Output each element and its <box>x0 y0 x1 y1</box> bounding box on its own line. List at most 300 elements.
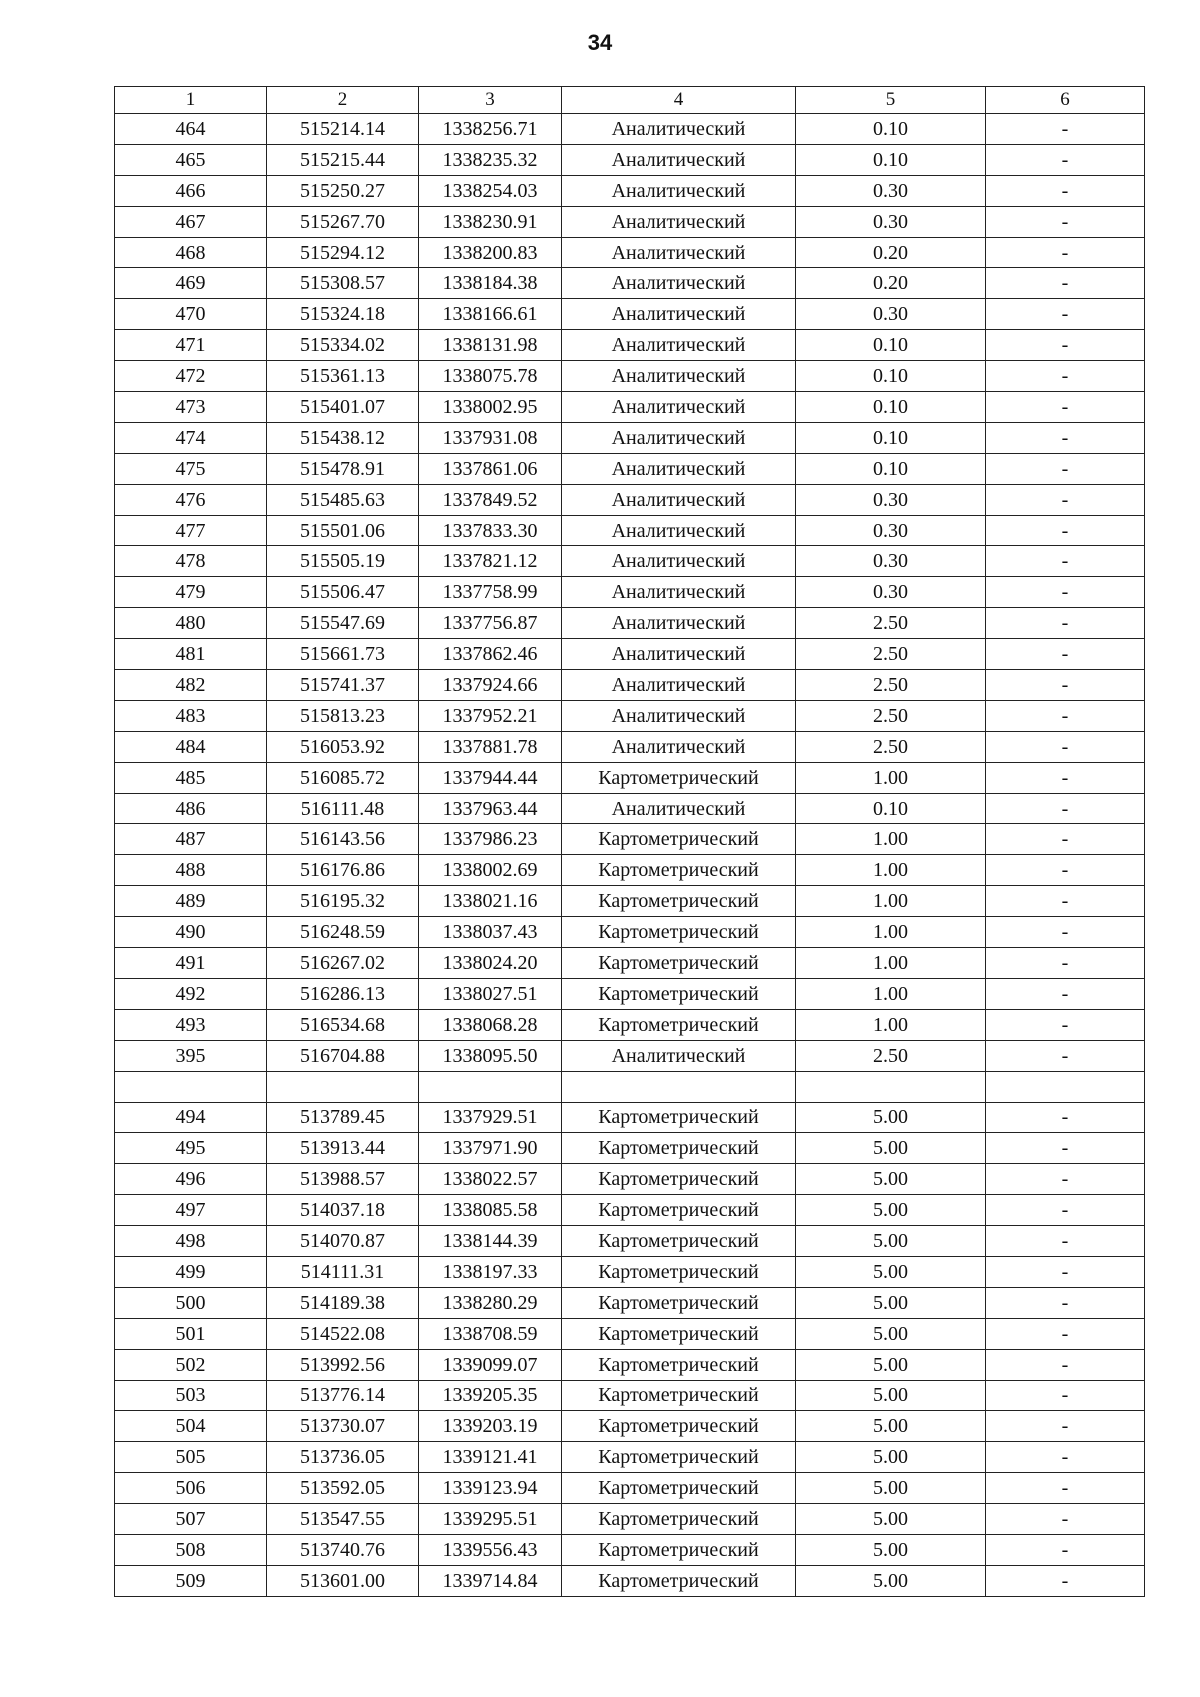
method-cell: Аналитический <box>562 206 796 237</box>
method-cell: Картометрический <box>562 978 796 1009</box>
method-cell: Аналитический <box>562 237 796 268</box>
y-coordinate-cell: 1339121.41 <box>419 1442 562 1473</box>
accuracy-cell: 5.00 <box>796 1473 986 1504</box>
table-row <box>115 1256 1145 1287</box>
accuracy-cell: 2.50 <box>796 670 986 701</box>
method-cell: Картометрический <box>562 1442 796 1473</box>
method-cell <box>562 1071 796 1102</box>
x-coordinate-cell: 515485.63 <box>267 484 419 515</box>
accuracy-cell: 5.00 <box>796 1256 986 1287</box>
header-cell-4: 4 <box>562 87 796 114</box>
table-row <box>115 762 1145 793</box>
x-coordinate-cell: 515215.44 <box>267 144 419 175</box>
table-row <box>115 1102 1145 1133</box>
method-cell: Аналитический <box>562 700 796 731</box>
accuracy-cell: 0.10 <box>796 330 986 361</box>
point-number-cell: 499 <box>115 1256 267 1287</box>
y-coordinate-cell: 1337971.90 <box>419 1133 562 1164</box>
table-row <box>115 577 1145 608</box>
point-number-cell: 509 <box>115 1565 267 1596</box>
point-number-cell: 465 <box>115 144 267 175</box>
x-coordinate-cell: 515308.57 <box>267 268 419 299</box>
accuracy-cell: 2.50 <box>796 731 986 762</box>
accuracy-cell: 5.00 <box>796 1133 986 1164</box>
x-coordinate-cell: 513730.07 <box>267 1411 419 1442</box>
method-cell: Картометрический <box>562 1318 796 1349</box>
note-cell: - <box>986 1133 1145 1164</box>
method-cell: Картометрический <box>562 1226 796 1257</box>
accuracy-cell: 1.00 <box>796 917 986 948</box>
y-coordinate-cell: 1338197.33 <box>419 1256 562 1287</box>
y-coordinate-cell: 1338235.32 <box>419 144 562 175</box>
method-cell: Картометрический <box>562 886 796 917</box>
method-cell: Картометрический <box>562 1380 796 1411</box>
table-row <box>115 1380 1145 1411</box>
x-coordinate-cell: 515294.12 <box>267 237 419 268</box>
accuracy-cell: 5.00 <box>796 1102 986 1133</box>
note-cell: - <box>986 886 1145 917</box>
method-cell: Картометрический <box>562 948 796 979</box>
table-row <box>115 330 1145 361</box>
point-number-cell: 491 <box>115 948 267 979</box>
x-coordinate-cell: 513992.56 <box>267 1349 419 1380</box>
x-coordinate-cell: 516111.48 <box>267 793 419 824</box>
header-cell-2: 2 <box>267 87 419 114</box>
point-number-cell: 477 <box>115 515 267 546</box>
y-coordinate-cell: 1339556.43 <box>419 1534 562 1565</box>
point-number-cell <box>115 1071 267 1102</box>
accuracy-cell: 1.00 <box>796 855 986 886</box>
x-coordinate-cell: 513913.44 <box>267 1133 419 1164</box>
method-cell: Аналитический <box>562 299 796 330</box>
accuracy-cell: 0.10 <box>796 453 986 484</box>
y-coordinate-cell: 1338230.91 <box>419 206 562 237</box>
x-coordinate-cell: 516286.13 <box>267 978 419 1009</box>
table-row <box>115 1287 1145 1318</box>
method-cell: Картометрический <box>562 824 796 855</box>
point-number-cell: 506 <box>115 1473 267 1504</box>
point-number-cell: 488 <box>115 855 267 886</box>
table-row <box>115 268 1145 299</box>
x-coordinate-cell: 515438.12 <box>267 422 419 453</box>
accuracy-cell: 0.10 <box>796 422 986 453</box>
table-row <box>115 1071 1145 1102</box>
y-coordinate-cell: 1337924.66 <box>419 670 562 701</box>
note-cell: - <box>986 453 1145 484</box>
y-coordinate-cell: 1338280.29 <box>419 1287 562 1318</box>
note-cell: - <box>986 237 1145 268</box>
accuracy-cell: 0.30 <box>796 577 986 608</box>
method-cell: Аналитический <box>562 515 796 546</box>
y-coordinate-cell: 1339099.07 <box>419 1349 562 1380</box>
note-cell: - <box>986 1256 1145 1287</box>
accuracy-cell: 0.10 <box>796 114 986 145</box>
table-row <box>115 237 1145 268</box>
x-coordinate-cell: 513547.55 <box>267 1504 419 1535</box>
method-cell: Картометрический <box>562 1534 796 1565</box>
note-cell: - <box>986 1442 1145 1473</box>
accuracy-cell <box>796 1071 986 1102</box>
note-cell: - <box>986 700 1145 731</box>
table-row <box>115 299 1145 330</box>
accuracy-cell: 0.10 <box>796 392 986 423</box>
point-number-cell: 471 <box>115 330 267 361</box>
method-cell: Аналитический <box>562 670 796 701</box>
note-cell: - <box>986 1287 1145 1318</box>
method-cell: Картометрический <box>562 1195 796 1226</box>
table-row <box>115 114 1145 145</box>
accuracy-cell: 5.00 <box>796 1411 986 1442</box>
y-coordinate-cell: 1337931.08 <box>419 422 562 453</box>
accuracy-cell: 0.30 <box>796 484 986 515</box>
point-number-cell: 472 <box>115 361 267 392</box>
table-row <box>115 1411 1145 1442</box>
method-cell: Аналитический <box>562 330 796 361</box>
table-row <box>115 700 1145 731</box>
note-cell: - <box>986 731 1145 762</box>
y-coordinate-cell: 1339203.19 <box>419 1411 562 1442</box>
x-coordinate-cell: 514522.08 <box>267 1318 419 1349</box>
y-coordinate-cell: 1337862.46 <box>419 639 562 670</box>
y-coordinate-cell: 1338075.78 <box>419 361 562 392</box>
point-number-cell: 475 <box>115 453 267 484</box>
note-cell: - <box>986 361 1145 392</box>
accuracy-cell: 2.50 <box>796 1040 986 1071</box>
table-row <box>115 1534 1145 1565</box>
note-cell: - <box>986 484 1145 515</box>
note-cell: - <box>986 422 1145 453</box>
point-number-cell: 482 <box>115 670 267 701</box>
method-cell: Картометрический <box>562 1411 796 1442</box>
note-cell: - <box>986 608 1145 639</box>
method-cell: Картометрический <box>562 1473 796 1504</box>
y-coordinate-cell: 1339714.84 <box>419 1565 562 1596</box>
table-row <box>115 1195 1145 1226</box>
y-coordinate-cell: 1338022.57 <box>419 1164 562 1195</box>
accuracy-cell: 2.50 <box>796 700 986 731</box>
y-coordinate-cell: 1337756.87 <box>419 608 562 639</box>
point-number-cell: 500 <box>115 1287 267 1318</box>
x-coordinate-cell: 516248.59 <box>267 917 419 948</box>
point-number-cell: 503 <box>115 1380 267 1411</box>
table-row <box>115 886 1145 917</box>
note-cell: - <box>986 670 1145 701</box>
x-coordinate-cell: 515361.13 <box>267 361 419 392</box>
method-cell: Картометрический <box>562 1133 796 1164</box>
y-coordinate-cell: 1338002.95 <box>419 392 562 423</box>
table-row <box>115 639 1145 670</box>
method-cell: Аналитический <box>562 484 796 515</box>
method-cell: Аналитический <box>562 1040 796 1071</box>
header-cell-6: 6 <box>986 87 1145 114</box>
accuracy-cell: 5.00 <box>796 1318 986 1349</box>
y-coordinate-cell: 1339123.94 <box>419 1473 562 1504</box>
table-row <box>115 144 1145 175</box>
accuracy-cell: 1.00 <box>796 762 986 793</box>
note-cell: - <box>986 1411 1145 1442</box>
x-coordinate-cell: 516534.68 <box>267 1009 419 1040</box>
point-number-cell: 496 <box>115 1164 267 1195</box>
y-coordinate-cell: 1339295.51 <box>419 1504 562 1535</box>
note-cell: - <box>986 1195 1145 1226</box>
x-coordinate-cell: 516704.88 <box>267 1040 419 1071</box>
x-coordinate-cell: 513988.57 <box>267 1164 419 1195</box>
y-coordinate-cell: 1337986.23 <box>419 824 562 855</box>
table-row <box>115 1349 1145 1380</box>
point-number-cell: 464 <box>115 114 267 145</box>
x-coordinate-cell: 516053.92 <box>267 731 419 762</box>
note-cell: - <box>986 639 1145 670</box>
y-coordinate-cell: 1338708.59 <box>419 1318 562 1349</box>
method-cell: Аналитический <box>562 608 796 639</box>
x-coordinate-cell: 513776.14 <box>267 1380 419 1411</box>
x-coordinate-cell: 513592.05 <box>267 1473 419 1504</box>
table-row <box>115 731 1145 762</box>
y-coordinate-cell: 1337952.21 <box>419 700 562 731</box>
note-cell: - <box>986 1349 1145 1380</box>
table-row <box>115 206 1145 237</box>
table-row <box>115 1473 1145 1504</box>
table-row <box>115 1318 1145 1349</box>
y-coordinate-cell: 1338027.51 <box>419 978 562 1009</box>
y-coordinate-cell: 1338200.83 <box>419 237 562 268</box>
point-number-cell: 468 <box>115 237 267 268</box>
method-cell: Аналитический <box>562 361 796 392</box>
x-coordinate-cell: 515324.18 <box>267 299 419 330</box>
point-number-cell: 483 <box>115 700 267 731</box>
table-row <box>115 175 1145 206</box>
table-row <box>115 978 1145 1009</box>
table-body <box>115 114 1145 1597</box>
x-coordinate-cell: 515813.23 <box>267 700 419 731</box>
point-number-cell: 467 <box>115 206 267 237</box>
note-cell: - <box>986 114 1145 145</box>
point-number-cell: 479 <box>115 577 267 608</box>
accuracy-cell: 1.00 <box>796 886 986 917</box>
point-number-cell: 493 <box>115 1009 267 1040</box>
method-cell: Картометрический <box>562 1102 796 1133</box>
header-cell-5: 5 <box>796 87 986 114</box>
accuracy-cell: 0.30 <box>796 175 986 206</box>
table-row <box>115 824 1145 855</box>
x-coordinate-cell: 515547.69 <box>267 608 419 639</box>
accuracy-cell: 5.00 <box>796 1380 986 1411</box>
note-cell <box>986 1071 1145 1102</box>
y-coordinate-cell: 1338131.98 <box>419 330 562 361</box>
method-cell: Аналитический <box>562 422 796 453</box>
point-number-cell: 508 <box>115 1534 267 1565</box>
x-coordinate-cell: 516176.86 <box>267 855 419 886</box>
x-coordinate-cell: 516195.32 <box>267 886 419 917</box>
table-row <box>115 361 1145 392</box>
table-row <box>115 392 1145 423</box>
y-coordinate-cell: 1337963.44 <box>419 793 562 824</box>
accuracy-cell: 0.10 <box>796 361 986 392</box>
point-number-cell: 505 <box>115 1442 267 1473</box>
method-cell: Аналитический <box>562 577 796 608</box>
table-row <box>115 670 1145 701</box>
method-cell: Картометрический <box>562 1164 796 1195</box>
note-cell: - <box>986 1534 1145 1565</box>
accuracy-cell: 5.00 <box>796 1226 986 1257</box>
point-number-cell: 498 <box>115 1226 267 1257</box>
y-coordinate-cell: 1338144.39 <box>419 1226 562 1257</box>
x-coordinate-cell: 515401.07 <box>267 392 419 423</box>
point-number-cell: 478 <box>115 546 267 577</box>
x-coordinate-cell: 515506.47 <box>267 577 419 608</box>
table-row <box>115 515 1145 546</box>
y-coordinate-cell: 1338256.71 <box>419 114 562 145</box>
y-coordinate-cell: 1338024.20 <box>419 948 562 979</box>
x-coordinate-cell: 513789.45 <box>267 1102 419 1133</box>
accuracy-cell: 0.20 <box>796 268 986 299</box>
point-number-cell: 490 <box>115 917 267 948</box>
y-coordinate-cell: 1338037.43 <box>419 917 562 948</box>
point-number-cell: 494 <box>115 1102 267 1133</box>
table-row <box>115 1164 1145 1195</box>
accuracy-cell: 0.30 <box>796 206 986 237</box>
table-row <box>115 1442 1145 1473</box>
x-coordinate-cell: 513736.05 <box>267 1442 419 1473</box>
method-cell: Аналитический <box>562 639 796 670</box>
note-cell: - <box>986 1473 1145 1504</box>
x-coordinate-cell: 516143.56 <box>267 824 419 855</box>
point-number-cell: 501 <box>115 1318 267 1349</box>
note-cell: - <box>986 1040 1145 1071</box>
accuracy-cell: 1.00 <box>796 824 986 855</box>
y-coordinate-cell: 1337849.52 <box>419 484 562 515</box>
table-row <box>115 453 1145 484</box>
note-cell: - <box>986 824 1145 855</box>
note-cell: - <box>986 175 1145 206</box>
accuracy-cell: 5.00 <box>796 1504 986 1535</box>
point-number-cell: 469 <box>115 268 267 299</box>
y-coordinate-cell <box>419 1071 562 1102</box>
accuracy-cell: 5.00 <box>796 1565 986 1596</box>
accuracy-cell: 1.00 <box>796 978 986 1009</box>
point-number-cell: 492 <box>115 978 267 1009</box>
x-coordinate-cell: 515250.27 <box>267 175 419 206</box>
note-cell: - <box>986 1565 1145 1596</box>
point-number-cell: 495 <box>115 1133 267 1164</box>
note-cell: - <box>986 1226 1145 1257</box>
accuracy-cell: 5.00 <box>796 1442 986 1473</box>
point-number-cell: 486 <box>115 793 267 824</box>
note-cell: - <box>986 1504 1145 1535</box>
y-coordinate-cell: 1338002.69 <box>419 855 562 886</box>
method-cell: Картометрический <box>562 1256 796 1287</box>
table-row <box>115 917 1145 948</box>
header-cell-1: 1 <box>115 87 267 114</box>
note-cell: - <box>986 299 1145 330</box>
method-cell: Аналитический <box>562 144 796 175</box>
table-row <box>115 1226 1145 1257</box>
method-cell: Аналитический <box>562 392 796 423</box>
accuracy-cell: 0.20 <box>796 237 986 268</box>
y-coordinate-cell: 1338095.50 <box>419 1040 562 1071</box>
method-cell: Картометрический <box>562 762 796 793</box>
point-number-cell: 473 <box>115 392 267 423</box>
point-number-cell: 474 <box>115 422 267 453</box>
accuracy-cell: 0.30 <box>796 546 986 577</box>
table-row <box>115 422 1145 453</box>
x-coordinate-cell: 514037.18 <box>267 1195 419 1226</box>
note-cell: - <box>986 1164 1145 1195</box>
y-coordinate-cell: 1338184.38 <box>419 268 562 299</box>
accuracy-cell: 1.00 <box>796 948 986 979</box>
point-number-cell: 466 <box>115 175 267 206</box>
note-cell: - <box>986 978 1145 1009</box>
note-cell: - <box>986 793 1145 824</box>
y-coordinate-cell: 1337861.06 <box>419 453 562 484</box>
x-coordinate-cell: 516085.72 <box>267 762 419 793</box>
point-number-cell: 481 <box>115 639 267 670</box>
y-coordinate-cell: 1338068.28 <box>419 1009 562 1040</box>
point-number-cell: 480 <box>115 608 267 639</box>
y-coordinate-cell: 1339205.35 <box>419 1380 562 1411</box>
note-cell: - <box>986 1318 1145 1349</box>
x-coordinate-cell: 513740.76 <box>267 1534 419 1565</box>
y-coordinate-cell: 1337758.99 <box>419 577 562 608</box>
method-cell: Аналитический <box>562 546 796 577</box>
table-row <box>115 546 1145 577</box>
x-coordinate-cell: 515501.06 <box>267 515 419 546</box>
x-coordinate-cell: 516267.02 <box>267 948 419 979</box>
method-cell: Аналитический <box>562 114 796 145</box>
point-number-cell: 489 <box>115 886 267 917</box>
y-coordinate-cell: 1338254.03 <box>419 175 562 206</box>
page-number: 34 <box>587 30 613 55</box>
x-coordinate-cell: 515505.19 <box>267 546 419 577</box>
note-cell: - <box>986 1380 1145 1411</box>
x-coordinate-cell: 514111.31 <box>267 1256 419 1287</box>
table-row <box>115 948 1145 979</box>
method-cell: Аналитический <box>562 793 796 824</box>
note-cell: - <box>986 546 1145 577</box>
note-cell: - <box>986 1102 1145 1133</box>
method-cell: Картометрический <box>562 917 796 948</box>
y-coordinate-cell: 1337929.51 <box>419 1102 562 1133</box>
note-cell: - <box>986 762 1145 793</box>
note-cell: - <box>986 330 1145 361</box>
x-coordinate-cell <box>267 1071 419 1102</box>
table-row <box>115 1040 1145 1071</box>
method-cell: Аналитический <box>562 453 796 484</box>
method-cell: Картометрический <box>562 1349 796 1380</box>
x-coordinate-cell: 515334.02 <box>267 330 419 361</box>
x-coordinate-cell: 515478.91 <box>267 453 419 484</box>
table-row <box>115 1504 1145 1535</box>
accuracy-cell: 1.00 <box>796 1009 986 1040</box>
accuracy-cell: 5.00 <box>796 1195 986 1226</box>
point-number-cell: 504 <box>115 1411 267 1442</box>
x-coordinate-cell: 514189.38 <box>267 1287 419 1318</box>
accuracy-cell: 5.00 <box>796 1287 986 1318</box>
table-row <box>115 1009 1145 1040</box>
y-coordinate-cell: 1338166.61 <box>419 299 562 330</box>
method-cell: Картометрический <box>562 1504 796 1535</box>
x-coordinate-cell: 514070.87 <box>267 1226 419 1257</box>
y-coordinate-cell: 1337881.78 <box>419 731 562 762</box>
point-number-cell: 484 <box>115 731 267 762</box>
accuracy-cell: 5.00 <box>796 1349 986 1380</box>
x-coordinate-cell: 515267.70 <box>267 206 419 237</box>
x-coordinate-cell: 513601.00 <box>267 1565 419 1596</box>
header-row <box>115 87 1145 114</box>
method-cell: Аналитический <box>562 268 796 299</box>
accuracy-cell: 2.50 <box>796 639 986 670</box>
table-row <box>115 855 1145 886</box>
